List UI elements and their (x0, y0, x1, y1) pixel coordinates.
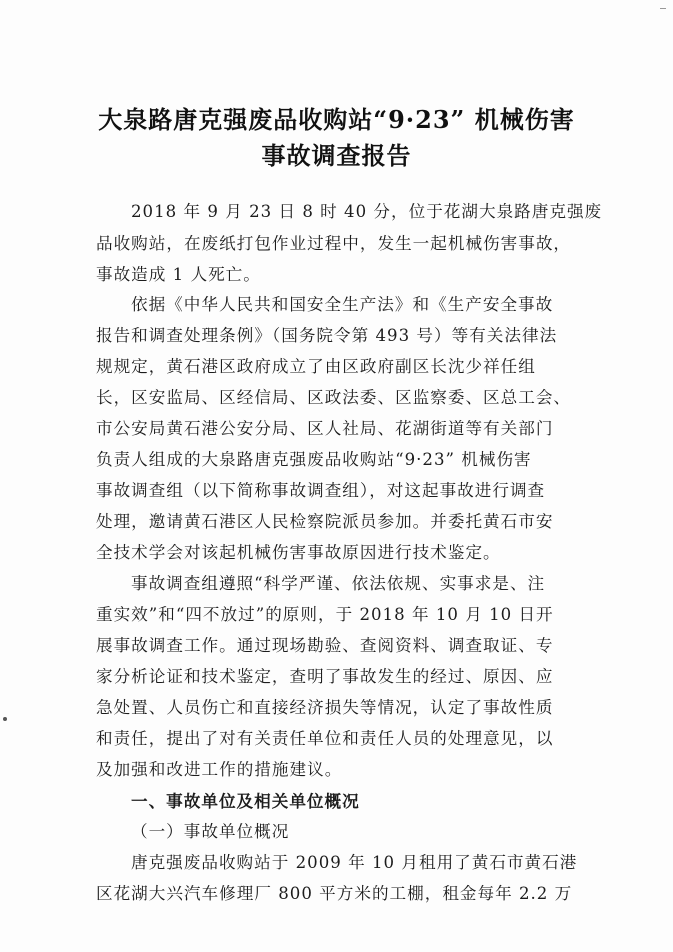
text-line: 长，区安监局、区经信局、区政法委、区监察委、区总工会、 (96, 388, 572, 407)
section-heading: 一、事故单位及相关单位概况 (131, 791, 360, 811)
text-line: 重实效”和“四不放过”的原则，于 2018 年 10 月 10 日开 (96, 605, 554, 624)
text-line: 规规定，黄石港区政府成立了由区政府副区长沈少祥任组 (96, 357, 536, 376)
text-line: 和责任，提出了对有关责任单位和责任人员的处理意见，以 (96, 729, 554, 748)
text-line: 负责人组成的大泉路唐克强废品收购站“9·23” 机械伤害 (96, 450, 532, 469)
text-line: 市公安局黄石港公安分局、区人社局、花湖街道等有关部门 (96, 419, 554, 438)
text-line: 依据《中华人民共和国安全生产法》和《生产安全事故 (131, 295, 554, 314)
text-line: 事故造成 1 人死亡。 (96, 265, 261, 284)
report-title-line-1: 大泉路唐克强废品收购站“9·23” 机械伤害 (98, 105, 575, 134)
text-line: 2018 年 9 月 23 日 8 时 40 分，位于花湖大泉路唐克强废 (131, 202, 603, 221)
text-line: 事故调查组（以下简称事故调查组），对这起事故进行调查 (96, 481, 546, 500)
text-line: 区花湖大兴汽车修理厂 800 平方米的工棚，租金每年 2.2 万 (96, 884, 573, 903)
scan-mark (660, 8, 666, 9)
text-line: 唐克强废品收购站于 2009 年 10 月租用了黄石市黄石港 (131, 853, 578, 872)
text-line: 报告和调查处理条例》（国务院令第 493 号）等有关法律法 (96, 326, 558, 345)
text-line: 全技术学会对该起机械伤害事故原因进行技术鉴定。 (96, 543, 501, 562)
text-line: 品收购站，在废纸打包作业过程中，发生一起机械伤害事故， (96, 234, 572, 253)
subsection-heading: （一）事故单位概况 (131, 822, 290, 841)
text-line: 处理，邀请黄石港区人民检察院派员参加。并委托黄石市安 (96, 512, 554, 531)
text-line: 事故调查组遵照“科学严谨、依法依规、实事求是、注 (131, 574, 546, 593)
report-title-line-2: 事故调查报告 (261, 141, 412, 170)
scan-speck (3, 717, 7, 721)
text-line: 急处置、人员伤亡和直接经济损失等情况，认定了事故性质 (96, 698, 554, 717)
text-line: 展事故调查工作。通过现场勘验、查阅资料、调查取证、专 (96, 636, 554, 655)
text-line: 及加强和改进工作的措施建议。 (96, 760, 343, 779)
text-line: 家分析论证和技术鉴定，查明了事故发生的经过、原因、应 (96, 667, 554, 686)
